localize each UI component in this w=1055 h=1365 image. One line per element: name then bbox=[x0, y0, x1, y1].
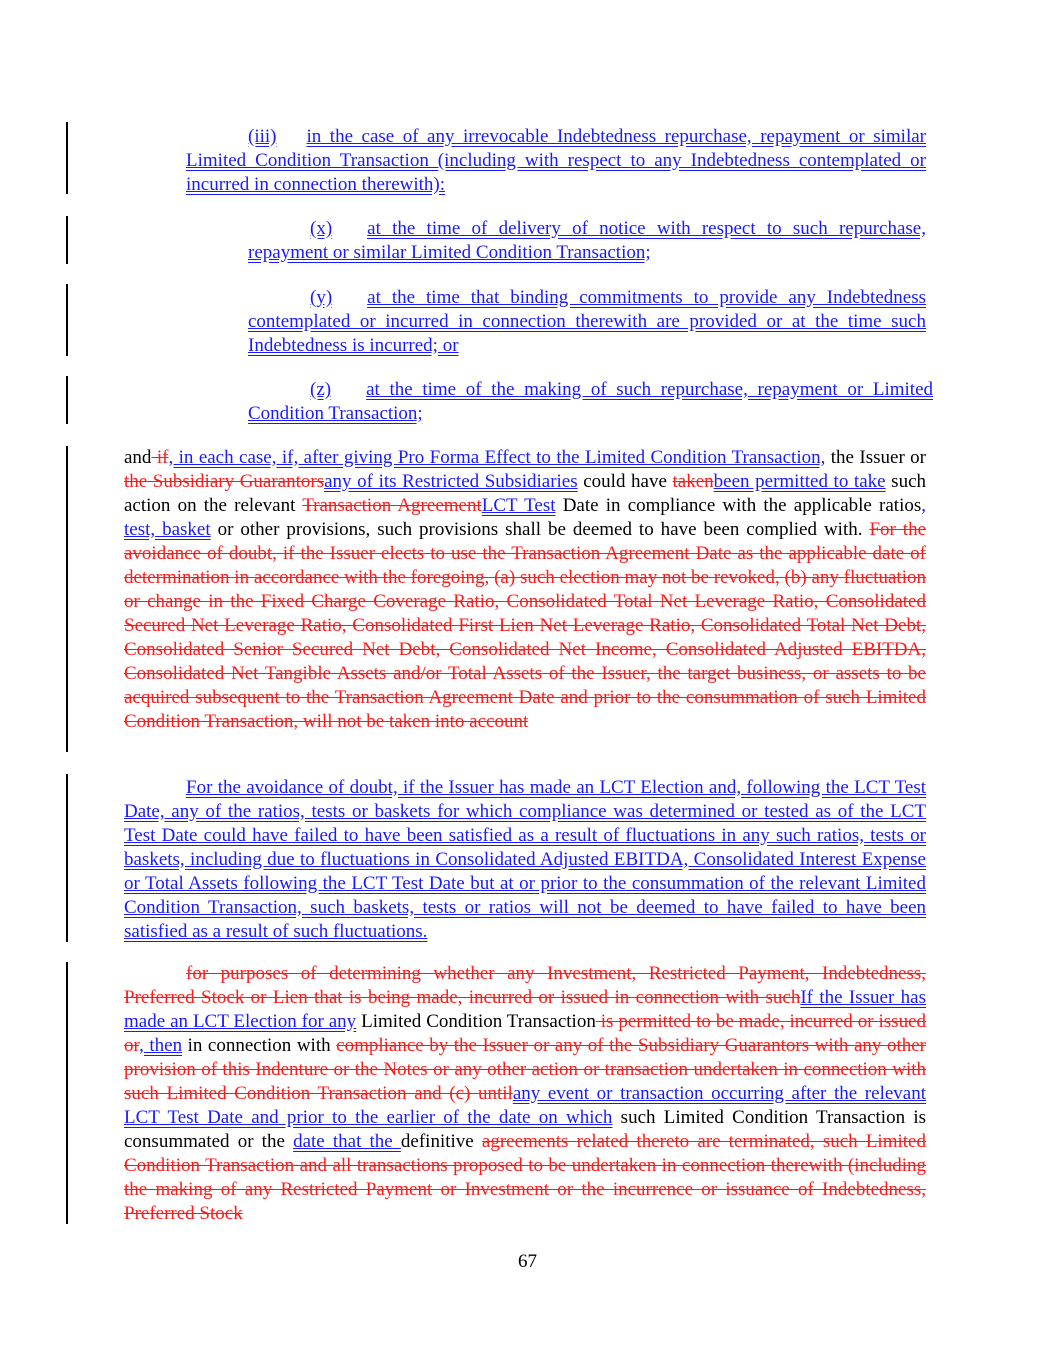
avoidance-paragraph bbox=[124, 776, 926, 944]
deleted-text: taken bbox=[672, 471, 714, 492]
clause-z bbox=[248, 378, 933, 426]
lct-election-paragraph bbox=[124, 962, 926, 1226]
clause-x-label: (x) bbox=[310, 218, 333, 239]
text-run: Limited Condition Transaction bbox=[356, 1011, 596, 1032]
inserted-text: LCT Test bbox=[481, 495, 556, 516]
clause-iii-text: in the case of any irrevocable Indebtedness repurchase, repayment or similar Limited Condition Transaction (including with respect to any Indebtedness contemplated or incurred in connection therewith): bbox=[186, 126, 926, 195]
deleted-text: For the avoidance of doubt, if the Issuer elects to use the Transaction Agreement Date as the applicable date of determination in accordance with the foregoing, (a) such election may not be revoked, (b) any fluctuation or change in the Fixed Charge Coverage Ratio, Consolidated Total Net Leverage Ratio, Consolidated Secured Net Leverage Ratio, Consolidated First Lien Net Leverage Ratio, Consolidated Total Net Debt, Consolidated Senior Secured Net Debt, Consolidated Net Income, Consolidated Adjusted EBITDA, Consolidated Net Tangible Assets and/or Total Assets of the Issuer, the target business, or assets to be acquired subsequent to the Transaction Agreement Date and prior to the consummation of such Limited Condition Transaction, will not be taken into account bbox=[124, 519, 926, 732]
deleted-text: if bbox=[151, 447, 169, 468]
deleted-text: agreements related thereto are terminated, such Limited Condition Transaction and all transactions proposed to be undertaken in connection therewith (including the making of any Restricted Payment or Investment or the incurrence or issuance of Indebtedness, Preferred Stock bbox=[124, 1131, 926, 1224]
text-run: such Limited Condition Transaction is consummated or the bbox=[124, 1107, 926, 1152]
text-run: in connection with bbox=[182, 1035, 337, 1056]
text-run: such action on the relevant bbox=[124, 471, 927, 516]
clause-y-text: at the time that binding commitments to provide any Indebtedness contemplated or incurred in connection therewith are provided or at the time such Indebtedness is incurred; or bbox=[248, 287, 926, 356]
inserted-text: , then bbox=[139, 1035, 183, 1056]
change-bar bbox=[66, 376, 68, 424]
clause-z-label: (z) bbox=[310, 379, 332, 400]
and-paragraph bbox=[124, 446, 926, 734]
deleted-text: for purposes of determining whether any Investment, Restricted Payment, Indebtedness, Preferred Stock or Lien that is being made, incurred or issued in connection with such bbox=[124, 963, 926, 1008]
deleted-text: Transaction Agreement bbox=[302, 495, 482, 516]
clause-x bbox=[248, 217, 926, 265]
change-bar bbox=[66, 216, 68, 264]
change-bar bbox=[66, 774, 68, 942]
inserted-text: For the avoidance of doubt, if the Issuer has made an LCT Election and, following the LCT Test Date, any of the ratios, tests or baskets for which compliance was determined or tested as of the LCT Test Date could have failed to have been satisfied as a result of fluctuations in any such ratios, tests or baskets, including due to fluctuations in Consolidated Adjusted EBITDA, Consolidated Interest Expense or Total Assets following the LCT Test Date but at or prior to the consummation of the relevant Limited Condition Transaction, such baskets, tests or ratios will not be deemed to have failed to have been satisfied as a result of such fluctuations. bbox=[124, 777, 926, 942]
clause-y bbox=[248, 286, 926, 358]
inserted-text: been permitted to take bbox=[713, 471, 886, 492]
page-number: 67 bbox=[518, 1251, 537, 1272]
clause-y-label: (y) bbox=[310, 287, 333, 308]
deleted-text: compliance by the Issuer or any of the Subsidiary Guarantors with any other provision of this Indenture or the Notes or any other action or transaction undertaken in connection with such Limited Condition Transaction and (c) until bbox=[124, 1035, 926, 1104]
text-run: definitive bbox=[400, 1131, 482, 1152]
inserted-text: , test, basket bbox=[124, 495, 926, 540]
inserted-text: If the Issuer has made an LCT Election for any bbox=[124, 987, 926, 1032]
deleted-text: is permitted to be made, incurred or issued or bbox=[124, 1011, 927, 1056]
deleted-text: the Subsidiary Guarantors bbox=[124, 471, 325, 492]
text-run: and bbox=[124, 447, 152, 468]
change-bar bbox=[66, 284, 68, 356]
clause-x-text: at the time of delivery of notice with respect to such repurchase, repayment or similar Limited Condition Transaction; bbox=[248, 218, 926, 263]
text-run: or other provisions, such provisions shall be deemed to have been complied with. bbox=[210, 519, 870, 540]
clause-iii-label: (iii) bbox=[248, 126, 277, 147]
change-bar bbox=[66, 446, 68, 752]
change-bar bbox=[66, 962, 68, 1224]
inserted-text: date that the bbox=[293, 1131, 401, 1152]
clause-iii bbox=[186, 125, 926, 197]
text-run: the Issuer or bbox=[825, 447, 927, 468]
text-run: Date in compliance with the applicable ratios bbox=[555, 495, 922, 516]
change-bar bbox=[66, 122, 68, 194]
clause-z-text: at the time of the making of such repurchase, repayment or Limited Condition Transaction; bbox=[248, 379, 933, 424]
text-run: could have bbox=[577, 471, 673, 492]
inserted-text: , in each case, if, after giving Pro Forma Effect to the Limited Condition Transaction, bbox=[168, 447, 826, 468]
inserted-text: any event or transaction occurring after the relevant LCT Test Date and prior to the earlier of the date on which bbox=[124, 1083, 926, 1128]
inserted-text: any of its Restricted Subsidiaries bbox=[324, 471, 578, 492]
